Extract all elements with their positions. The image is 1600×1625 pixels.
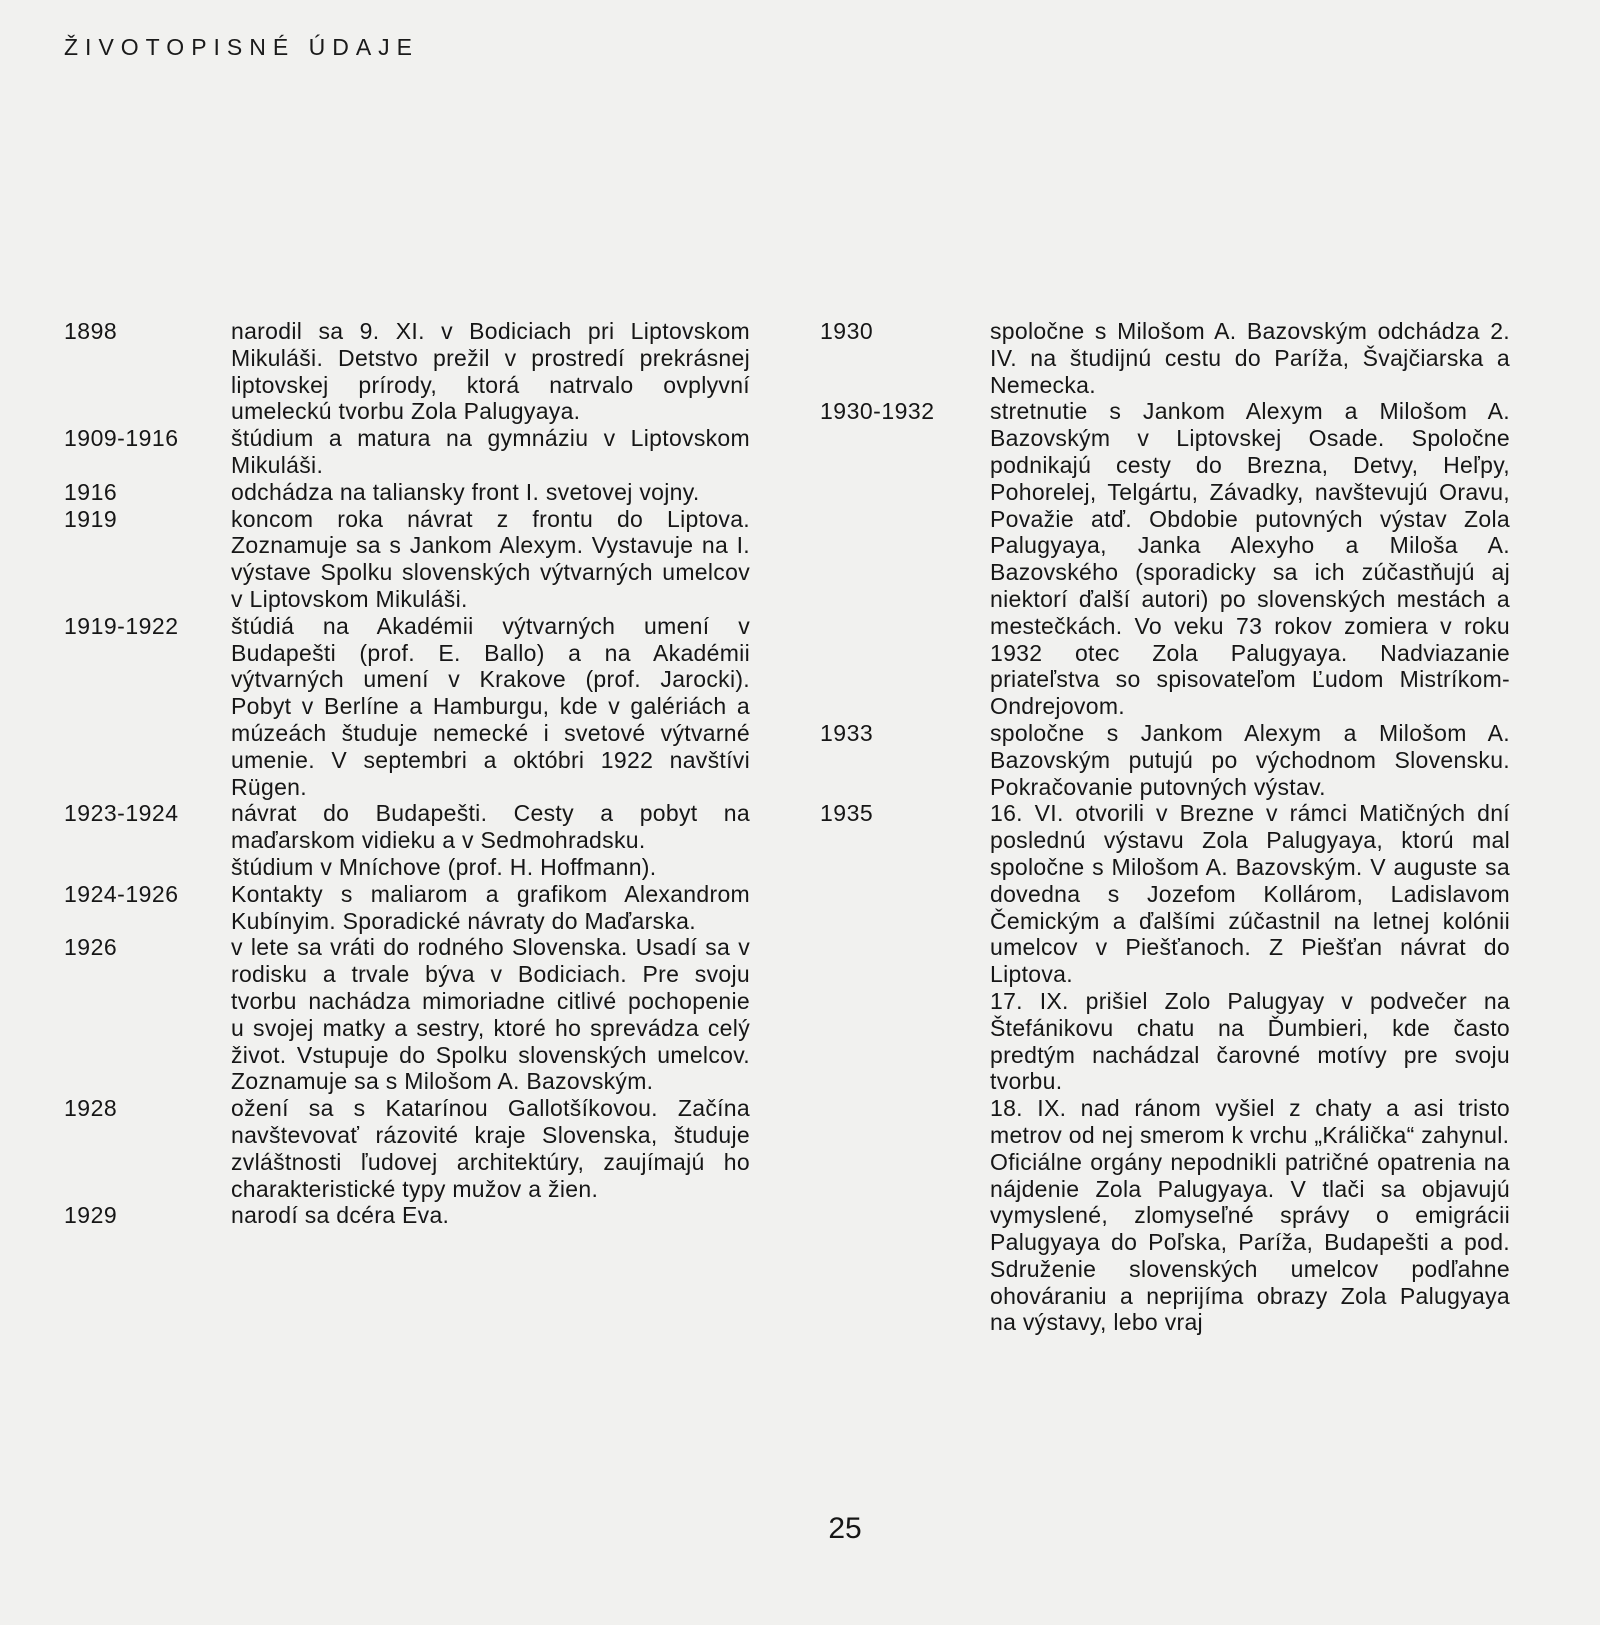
entry-text: štúdium a matura na gymnáziu v Liptovskom Mikuláši.: [231, 425, 750, 478]
right-column: [820, 318, 1510, 1336]
page-header: ŽIVOTOPISNÉ ÚDAJE: [64, 34, 420, 60]
entry-year: 1923-1924: [64, 800, 179, 827]
timeline-entry: [64, 800, 750, 880]
entry-text: Kontakty s maliarom a grafikom Alexandrom Kubínyim. Sporadické návraty do Maďarska.: [231, 880, 750, 934]
entry-text: odchádza na taliansky front I. svetovej vojny.: [231, 478, 700, 505]
entry-text: koncom roka návrat z frontu do Liptova. Zoznamuje sa s Jankom Alexym. Vystavuje na I. výstave Spolku slovenských výtvarných umelcov v Liptovskom Mikuláši.: [231, 505, 750, 612]
entry-text: 16. VI. otvorili v Brezne v rámci Matičných dní poslednú výstavu Zola Palugyaya, ktorú mal spoločne s Milošom A. Bazovským. V auguste sa dovedna s Jozefom Kollárom, Ladislavom Čemickým a ďalšími zúčastnil na letnej kolónii umelcov v Piešťanoch. Z Piešťan návrat do Liptova. 17. IX. prišiel Zolo Palugyay v podvečer na Štefánikovu chatu na Ďumbieri, kde často predtým nachádzal čarovné motívy pre svoju tvorbu. 18. IX. nad ránom vyšiel z chaty a asi tristo metrov od nej smerom k vrchu „Králička“ zahynul. Oficiálne orgány nepodnikli patričné opatrenia na nájdenie Zola Palugyaya. V tlači sa objavujú vymyslené, zlomyseľné správy o emigrácii Palugyaya do Poľska, Paríža, Budapešti a pod. Sdruženie slovenských umelcov podľahne ohováraniu a neprijíma obrazy Zola Palugyaya na výstavy, lebo vraj: [990, 800, 1510, 1336]
entry-year: 1933: [820, 719, 874, 746]
entry-year: 1919-1922: [64, 612, 179, 639]
timeline-entry: [820, 398, 1510, 720]
entry-text: spoločne s Milošom A. Bazovským odchádza 2. IV. na študijnú cestu do Paríža, Švajčiarska a Nemecka.: [990, 318, 1510, 398]
timeline-entry: [64, 479, 750, 506]
entry-year: 1926: [64, 934, 118, 961]
timeline-entry: [64, 506, 750, 613]
timeline-entry: [820, 800, 1510, 1336]
entry-year: 1909-1916: [64, 425, 179, 452]
entry-year: 1928: [64, 1095, 118, 1122]
timeline-entry: [64, 425, 750, 479]
page-number: 25: [828, 1512, 862, 1545]
entry-text: štúdiá na Akadémii výtvarných umení v Budapešti (prof. E. Ballo) a na Akadémii výtvarných umení v Krakove (prof. Jarocki). Pobyt v Berlíne a Hamburgu, kde v galériách a múzeách študuje nemecké i svetové výtvarné umenie. V septembri a októbri 1922 navštívi Rügen.: [231, 612, 750, 800]
timeline-entry: [64, 318, 750, 425]
entry-text: ožení sa s Katarínou Gallotšíkovou. Začína navštevovať rázovité kraje Slovenska, študuje zvláštnosti ľudovej architektúry, zaujímajú ho charakteristické typy mužov a žien.: [231, 1095, 750, 1202]
timeline-entry: [64, 613, 750, 801]
entry-text: spoločne s Jankom Alexym a Milošom A. Bazovským putujú po východnom Slovensku. Pokračovanie putovných výstav.: [990, 719, 1510, 800]
entry-year: 1935: [820, 800, 874, 827]
timeline-entry: [64, 1095, 750, 1202]
entry-year: 1924-1926: [64, 880, 179, 907]
timeline-entry: [64, 934, 750, 1095]
left-column: [64, 318, 750, 1229]
timeline-entry: [64, 881, 750, 935]
entry-text: návrat do Budapešti. Cesty a pobyt na maďarskom vidieku a v Sedmohradsku. štúdium v Mníchove (prof. H. Hoffmann).: [231, 800, 750, 880]
entry-year: 1930-1932: [820, 398, 935, 425]
entry-year: 1898: [64, 318, 118, 344]
entry-text: v lete sa vráti do rodného Slovenska. Usadí sa v rodisku a trvale býva v Bodiciach. Pre svoju tvorbu nachádza mimoriadne citlivé pochopenie u svojej matky a sestry, ktoré ho sprevádza celý život. Vstupuje do Spolku slovenských umelcov. Zoznamuje sa s Milošom A. Bazovským.: [231, 934, 750, 1095]
timeline-entry: [64, 1202, 750, 1229]
entry-text: stretnutie s Jankom Alexym a Milošom A. Bazovským v Liptovskej Osade. Spoločne podnikajú cesty do Brezna, Detvy, Heľpy, Pohorelej, Telgártu, Závadky, navštevujú Oravu, Považie atď. Obdobie putovných výstav Zola Palugyaya, Janka Alexyho a Miloša A. Bazovského (sporadicky sa ich zúčastňujú aj niektorí ďalší autori) po slovenských mestách a mestečkách. Vo veku 73 rokov zomiera v roku 1932 otec Zola Palugyaya. Nadviazanie priateľstva so spisovateľom Ľudom Mistríkom-Ondrejovom.: [990, 398, 1510, 720]
entry-text: narodí sa dcéra Eva.: [231, 1202, 450, 1229]
timeline-entry: [820, 720, 1510, 800]
entry-year: 1929: [64, 1202, 118, 1229]
entry-year: 1919: [64, 505, 118, 532]
timeline-entry: [820, 318, 1510, 398]
entry-text: narodil sa 9. XI. v Bodiciach pri Liptovskom Mikuláši. Detstvo prežil v prostredí prekrásnej liptovskej prírody, ktorá natrvalo ovplyvní umeleckú tvorbu Zola Palugyaya.: [231, 318, 750, 425]
entry-year: 1930: [820, 318, 874, 344]
entry-year: 1916: [64, 478, 118, 505]
